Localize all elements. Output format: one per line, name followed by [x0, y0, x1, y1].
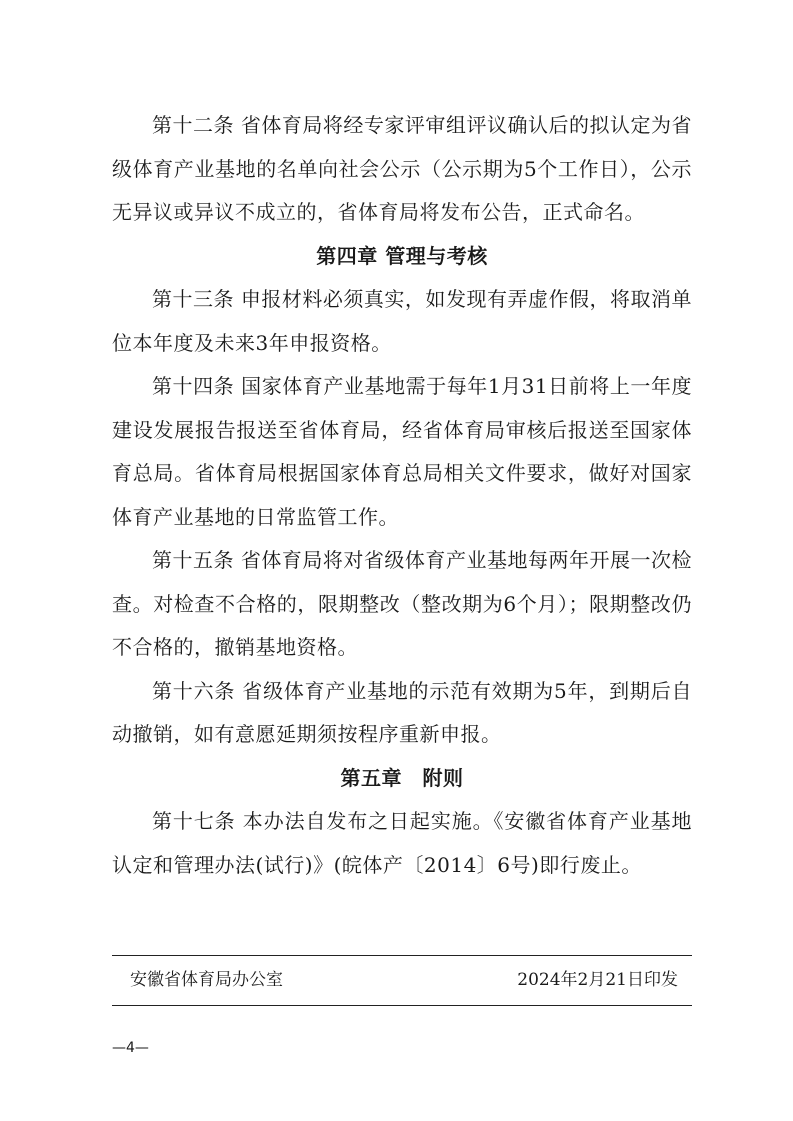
issuance-footer [130, 965, 678, 995]
chapter-heading: 第四章 管理与考核 [316, 243, 488, 268]
article-paragraph: 第十五条 省体育局将对省级体育产业基地每两年开展一次检查。对检查不合格的，限期整改（整改期为6个月）；限期整改仍不合格的，撤销基地资格。 [112, 548, 692, 659]
issuer-name: 安徽省体育局办公室 [130, 970, 283, 990]
chapter-heading: 第五章 附则 [340, 765, 464, 790]
footer-bottom-rule [112, 1005, 692, 1006]
page-number: —4— [112, 1040, 149, 1056]
footer-top-rule [112, 955, 692, 956]
issue-date: 2024年2月21日印发 [517, 970, 678, 990]
article-paragraph: 第十三条 申报材料必须真实，如发现有弄虚作假，将取消单位本年度及未来3年申报资格。 [112, 287, 692, 355]
article-paragraph: 第十六条 省级体育产业基地的示范有效期为5年，到期后自动撤销，如有意愿延期须按程序重新申报。 [112, 678, 692, 746]
article-paragraph: 第十四条 国家体育产业基地需于每年1月31日前将上一年度建设发展报告报送至省体育局，经省体育局审核后报送至国家体育总局。省体育局根据国家体育总局相关文件要求，做好对国家体育产业基地的日常监管工作。 [112, 374, 692, 529]
article-paragraph: 第十二条 省体育局将经专家评审组评议确认后的拟认定为省级体育产业基地的名单向社会公示（公示期为5个工作日），公示无异议或异议不成立的，省体育局将发布公告，正式命名。 [112, 113, 692, 224]
document-body [112, 104, 692, 887]
article-paragraph: 第十七条 本办法自发布之日起实施。《安徽省体育产业基地认定和管理办法(试行)》(皖体产〔2014〕6号)即行废止。 [112, 809, 692, 877]
